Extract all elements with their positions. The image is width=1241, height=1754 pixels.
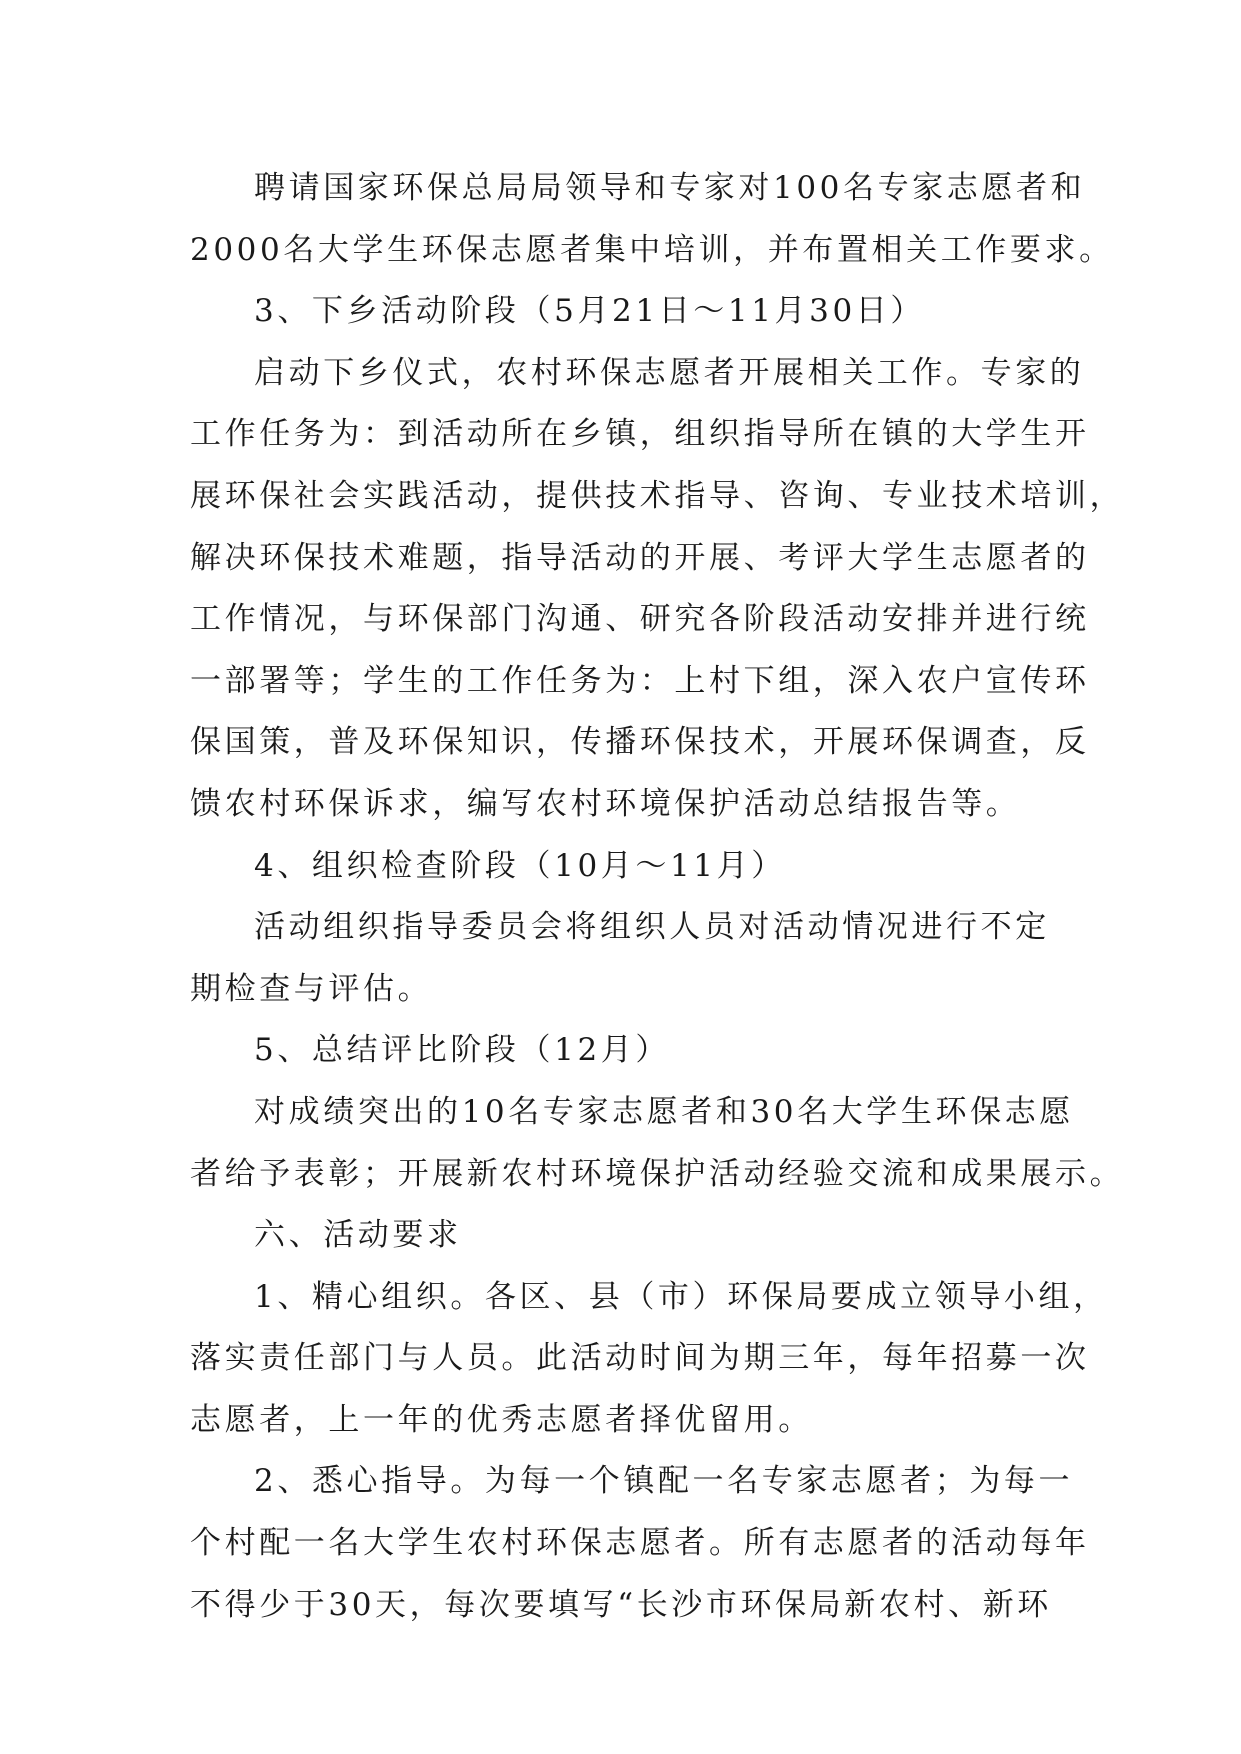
text-line: 不得少于30天，每次要填写“长沙市环保局新农村、新环: [190, 1586, 1052, 1623]
text-line: 保国策，普及环保知识，传播环保技术，开展环保调查，反: [190, 724, 1090, 761]
text-line: 对成绩突出的10名专家志愿者和30名大学生环保志愿: [254, 1093, 1074, 1130]
section-heading: 5、总结评比阶段（12月）: [254, 1032, 670, 1069]
text-line: 1、精心组织。各区、县（市）环保局要成立领导小组，: [254, 1278, 1108, 1315]
text-line: 一部署等；学生的工作任务为：上村下组，深入农户宣传环: [190, 662, 1090, 699]
text-line: 工作任务为：到活动所在乡镇，组织指导所在镇的大学生开: [190, 416, 1090, 453]
text-line: 解决环保技术难题，指导活动的开展、考评大学生志愿者的: [190, 539, 1090, 576]
text-line: 者给予表彰；开展新农村环境保护活动经验交流和成果展示。: [190, 1155, 1125, 1192]
text-line: 志愿者，上一年的优秀志愿者择优留用。: [190, 1401, 813, 1438]
text-line: 个村配一名大学生农村环保志愿者。所有志愿者的活动每年: [190, 1525, 1090, 1562]
body-text: [190, 158, 1125, 1636]
section-heading: 六、活动要求: [254, 1217, 462, 1254]
text-line: 启动下乡仪式，农村环保志愿者开展相关工作。专家的: [254, 354, 1085, 391]
text-line: 聘请国家环保总局局领导和专家对100名专家志愿者和: [254, 170, 1086, 206]
text-line: 馈农村环保诉求，编写农村环境保护活动总结报告等。: [190, 785, 1021, 822]
text-line: 展环保社会实践活动，提供技术指导、咨询、专业技术培训，: [190, 477, 1125, 514]
section-heading: 3、下乡活动阶段（5月21日～11月30日）: [254, 293, 925, 330]
text-line: 2、悉心指导。为每一个镇配一名专家志愿者；为每一: [254, 1463, 1074, 1500]
text-line: 2000名大学生环保志愿者集中培训，并布置相关工作要求。: [190, 231, 1114, 268]
text-line: 工作情况，与环保部门沟通、研究各阶段活动安排并进行统: [190, 601, 1090, 638]
text-line: 活动组织指导委员会将组织人员对活动情况进行不定: [254, 909, 1050, 946]
section-heading: 4、组织检查阶段（10月～11月）: [254, 847, 786, 884]
text-line: 落实责任部门与人员。此活动时间为期三年，每年招募一次: [190, 1340, 1090, 1377]
text-line: 期检查与评估。: [190, 970, 433, 1007]
